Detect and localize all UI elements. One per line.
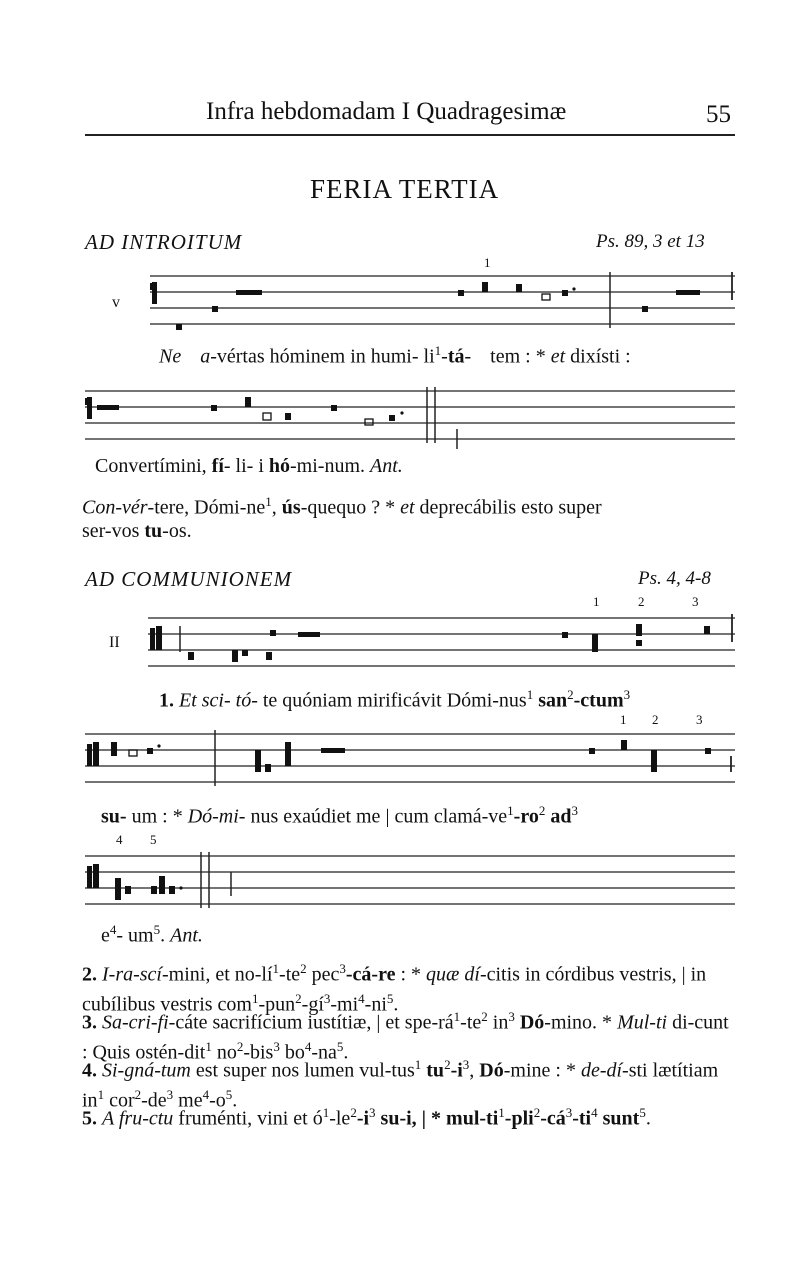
- verse-text: A fru-ctu: [102, 1107, 174, 1130]
- verse-text: -mine : *: [503, 1059, 581, 1082]
- communion-marker-7: 4: [116, 832, 123, 847]
- accent-number: 2: [236, 1038, 244, 1054]
- verse-text: pec: [306, 963, 340, 986]
- lyric: Ne: [159, 345, 182, 368]
- accent-number: 1: [97, 1086, 105, 1102]
- verse-text: -mino. *: [544, 1011, 618, 1034]
- verse-text: ,: [469, 1059, 480, 1082]
- verse-text: quæ dí: [426, 963, 480, 986]
- accent-number: 3: [623, 687, 631, 702]
- verse-text: Dó: [479, 1059, 504, 1082]
- lyric: vértas hóminem in humi- li: [216, 345, 435, 368]
- accent-number: 2: [134, 1086, 142, 1102]
- lyric: -: [464, 345, 472, 368]
- verse-number: 3.: [82, 1011, 97, 1034]
- lyric: hó: [268, 455, 291, 477]
- accent-number: 5: [225, 1086, 233, 1102]
- verse-number: 2.: [82, 963, 97, 986]
- verse-text: -citis in córdibus vestris, | in cubílibus vestris com: [82, 963, 707, 1016]
- lyric: san: [533, 689, 568, 712]
- communion-staff-1: [148, 612, 740, 678]
- lyric: dixísti :: [565, 345, 631, 368]
- accent-number: 1: [251, 990, 259, 1006]
- introit-mode: v: [112, 294, 120, 311]
- verse-text: est super nos lumen vul-tus: [190, 1059, 415, 1082]
- bar-line: |: [385, 805, 390, 828]
- verse-text: -cá-re: [345, 963, 396, 986]
- lyric: um : *: [126, 805, 188, 828]
- accent-number: 1: [507, 803, 514, 818]
- verse-text: -mini, et no-lí: [161, 963, 273, 986]
- introit-reference: Ps. 89, 3 et 13: [596, 231, 705, 252]
- verse-text: de-dí: [580, 1059, 623, 1082]
- verse-text: Mul-ti: [617, 1011, 668, 1034]
- accent-number: 2: [533, 1105, 541, 1120]
- accent-number: 2: [444, 1057, 451, 1072]
- accent-number: 1: [526, 687, 534, 702]
- verse-number: 4.: [82, 1059, 97, 1082]
- communion-marker-5: 2: [652, 712, 659, 727]
- introit-marker: 1: [484, 255, 491, 270]
- verse-text: Con-vér: [82, 496, 148, 519]
- accent-number: 2: [350, 1105, 357, 1120]
- verse-text: no: [211, 1041, 237, 1064]
- verse-text: I-ra-scí: [102, 963, 162, 986]
- communion-verse-5: [82, 1101, 732, 1131]
- accent-number: 3: [565, 1105, 573, 1120]
- verse-text: -i: [450, 1059, 463, 1082]
- lyric: su-: [101, 805, 127, 828]
- communion-marker-3: 3: [692, 594, 699, 609]
- verse-text: -cá: [540, 1107, 566, 1130]
- accent-number: 1: [434, 343, 442, 358]
- lyric: Convertímini,: [95, 455, 212, 477]
- lyric: nus exaúdiet me: [245, 805, 386, 828]
- verse-text: -le: [329, 1107, 351, 1130]
- accent-number: 5: [639, 1105, 646, 1120]
- communion-marker-1: 1: [593, 594, 600, 609]
- accent-number: 4: [109, 922, 117, 937]
- page-number: 55: [706, 101, 731, 128]
- verse-text: -gí: [301, 993, 324, 1016]
- accent-number: 4: [591, 1105, 598, 1120]
- introit-verse: [82, 490, 732, 543]
- lyric: tem : *: [490, 345, 551, 368]
- accent-number: 1: [272, 961, 280, 976]
- verse-text: -na: [311, 1041, 337, 1064]
- lyric: -ro: [513, 805, 539, 828]
- verse-text: cor: [104, 1089, 135, 1112]
- introit-staff-2: [85, 385, 740, 451]
- verse-number: 1.: [159, 689, 174, 712]
- lyric: te quóniam mirificávit Dómi-nus: [257, 689, 527, 712]
- header-rule: [85, 134, 735, 136]
- accent-number: 5: [153, 922, 161, 937]
- verse-text: -o: [209, 1089, 226, 1112]
- communion-marker-8: 5: [150, 832, 157, 847]
- communion-mode: II: [109, 634, 120, 651]
- verse-text: ser: [82, 519, 105, 542]
- communion-heading: AD COMMUNIONEM: [85, 567, 293, 591]
- verse-text: me: [173, 1089, 203, 1112]
- communion-marker-4: 1: [620, 712, 627, 727]
- accent-number: 2: [538, 803, 546, 818]
- accent-number: 4: [358, 990, 365, 1006]
- verse-text: -mi: [330, 993, 359, 1016]
- verse-text: -i: [356, 1107, 370, 1130]
- verse-text: tu: [421, 1059, 445, 1082]
- verse-text: ,: [271, 496, 282, 519]
- communion-staff-3: [85, 850, 740, 916]
- verse-text: ús: [281, 496, 301, 519]
- accent-number: 3: [339, 961, 346, 976]
- accent-number: 1: [498, 1105, 505, 1120]
- verse-text: Dó: [514, 1011, 545, 1034]
- accent-number: 3: [369, 1105, 376, 1120]
- lyric: Et sci- tó-: [179, 689, 258, 712]
- communion-text-line-2: [101, 803, 578, 829]
- accent-number: 3: [462, 1057, 470, 1072]
- verse-text: -bis: [243, 1041, 274, 1064]
- introit-text-line-2: [95, 455, 403, 478]
- verse-text: -ti: [572, 1107, 592, 1130]
- accent-number: 1: [322, 1105, 330, 1120]
- accent-number: 1: [414, 1057, 422, 1072]
- verse-text: -ni: [364, 993, 387, 1016]
- accent-number: 2: [481, 1009, 488, 1024]
- communion-text-line-3: [101, 922, 203, 948]
- running-header: Infra hebdomadam I Quadragesimæ: [206, 98, 567, 125]
- lyric: - um: [116, 924, 154, 947]
- accent-number: 5: [386, 990, 394, 1006]
- verse-text: -sti lætítiam in: [82, 1059, 719, 1112]
- communion-staff-2: [85, 728, 740, 794]
- verse-text: -quequo ? *: [300, 496, 401, 519]
- verse-text: -pli: [504, 1107, 534, 1130]
- verse-text: -te: [460, 1011, 482, 1034]
- lyric: et: [550, 345, 566, 368]
- accent-number: 3: [273, 1038, 280, 1054]
- accent-number: 3: [571, 803, 578, 818]
- lyric: -: [441, 345, 448, 368]
- verse-text: .: [343, 1041, 349, 1064]
- accent-number: 4: [304, 1038, 312, 1054]
- communion-text-line-1: [159, 687, 630, 713]
- communion-marker-6: 3: [696, 712, 703, 727]
- lyric: Dó-mi-: [187, 805, 246, 828]
- antiphon-mark: Ant.: [170, 924, 203, 947]
- introit-text-line-1: [159, 343, 631, 369]
- accent-number: 4: [202, 1086, 210, 1102]
- accent-number: 3: [166, 1086, 174, 1102]
- lyric: ad: [545, 805, 572, 828]
- introit-staff-1: [150, 270, 740, 336]
- verse-text: sunt: [597, 1107, 640, 1130]
- accent-number: 1: [205, 1038, 212, 1054]
- verse-text: in: [487, 1011, 509, 1034]
- accent-number: 2: [295, 990, 302, 1006]
- verse-text: .: [393, 993, 399, 1016]
- lyric: - li- i: [223, 455, 269, 477]
- verse-text: -de: [141, 1089, 167, 1112]
- verse-text: -pun: [258, 993, 296, 1016]
- accent-number: 5: [336, 1038, 344, 1054]
- verse-text: : *: [395, 963, 427, 986]
- lyric: -ctum: [573, 689, 624, 712]
- verse-text: .: [232, 1089, 238, 1112]
- accent-number: 3: [508, 1009, 515, 1024]
- lyric: .: [160, 924, 171, 947]
- communion-reference: Ps. 4, 4-8: [638, 568, 711, 589]
- communion-marker-2: 2: [638, 594, 645, 609]
- introit-heading: AD INTROITUM: [85, 230, 243, 254]
- lyric: e: [101, 924, 110, 947]
- verse-text: -cáte sacrifícium iustítiæ, | et spe-rá: [168, 1011, 454, 1034]
- verse-text: -te: [279, 963, 301, 986]
- accent-number: 2: [300, 961, 307, 976]
- lyric: tá: [447, 345, 465, 368]
- verse-text: -vos: [104, 519, 145, 542]
- verse-text: di-cunt : Quis ostén-dit: [82, 1011, 729, 1064]
- verse-text: -tere, Dómi-ne: [147, 496, 266, 519]
- accent-number: 3: [323, 990, 331, 1006]
- verse-text: deprecábilis esto super: [414, 496, 602, 519]
- feast-title: FERIA TERTIA: [310, 174, 500, 204]
- accent-number: 2: [567, 687, 574, 702]
- verse-text: -os.: [162, 519, 192, 542]
- antiphon-mark: Ant.: [370, 455, 403, 477]
- verse-text: et: [400, 496, 415, 519]
- verse-text: Si-gná-tum: [102, 1059, 191, 1082]
- accent-number: 1: [265, 494, 272, 509]
- verse-text: su-i, | * mul-ti: [375, 1107, 499, 1130]
- lyric: -mi-num.: [290, 455, 371, 477]
- lyric: fí: [211, 455, 224, 477]
- verse-text: tu: [144, 519, 163, 542]
- verse-text: .: [645, 1107, 651, 1130]
- verse-text: Sa-cri-fi: [102, 1011, 169, 1034]
- accent-number: 1: [453, 1009, 461, 1024]
- verse-number: 5.: [82, 1107, 97, 1130]
- lyric: cum clamá-ve: [389, 805, 508, 828]
- lyric: a-: [200, 345, 217, 368]
- verse-text: fruménti, vini et ó: [173, 1107, 323, 1130]
- verse-text: bo: [279, 1041, 305, 1064]
